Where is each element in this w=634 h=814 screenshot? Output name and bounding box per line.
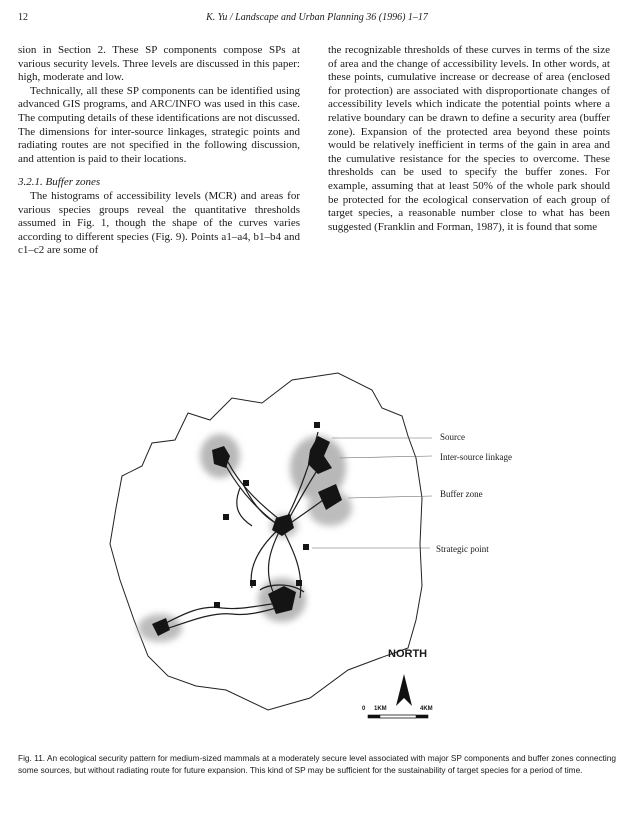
section-heading-buffer-zones: 3.2.1. Buffer zones xyxy=(18,176,101,189)
park-map xyxy=(0,358,634,738)
park-boundary xyxy=(110,373,422,710)
sources xyxy=(152,436,342,636)
page-number: 12 xyxy=(18,12,28,23)
figure-11 xyxy=(0,358,634,738)
legend-strategic-point: Strategic point xyxy=(436,544,489,554)
left-paragraph-3: The histograms of accessibility levels (MCR) and areas for various species groups reveal the quantitative thresholds assumed in Fig. 1, though the shape of the curves varies according to different species (Fig. 9). Points a1–a4, b1–b4 and c1–c2 are some of xyxy=(18,189,300,257)
legend-buffer-zone: Buffer zone xyxy=(440,489,483,499)
legend-source: Source xyxy=(440,432,465,442)
linkage-west-loop xyxy=(237,488,252,526)
strategic-point xyxy=(250,580,256,586)
page-header xyxy=(18,12,616,28)
figure-caption: Fig. 11. An ecological security pattern for medium-sized mammals at a moderately secure level associated with major SP components and buffer zones connecting some sources, but without radiating route for future expansion. This kind of SP may be sufficient for the sustainability of target species for a period of time. xyxy=(18,753,616,775)
scale-label-4km: 4KM xyxy=(420,706,433,712)
left-paragraph-1: sion in Section 2. These SP components compose SPs at various security levels. Three levels are discussed in this paper: high, moderate and low. xyxy=(18,44,300,84)
strategic-point xyxy=(243,480,249,486)
right-column xyxy=(328,44,610,234)
scale-label-zero: 0 xyxy=(362,706,366,712)
running-head: K. Yu / Landscape and Urban Planning 36 (1996) 1–17 xyxy=(206,12,428,23)
right-paragraph-1: the recognizable thresholds of these curves in terms of the size of area and the change of accessibility levels. In other words, at these points, cumulative increase or decrease of area (enclosed for protection) are associated with disproportionate changes of accessibility levels which indicate the potential points where a relative boundary can be drawn to define a security area (buffer zone). Expansion of the protected area beyond these points would be relatively inefficient in terms of the gain in area and the cumulative resistance for the species to overcome. These thresholds can be used to specify the buffer zones. For example, assuming that at least 50% of the whole park should be protected for the ecological conservation of each group of target species, a reasonable number close to what has been suggested (Franklin and Forman, 1987), it is found that some xyxy=(328,44,610,233)
strategic-point xyxy=(303,544,309,550)
strategic-point xyxy=(314,422,320,428)
strategic-point xyxy=(296,580,302,586)
scale-label-1km: 1KM xyxy=(374,706,387,712)
scale-bar xyxy=(368,715,428,718)
left-column xyxy=(18,44,300,258)
strategic-point xyxy=(223,514,229,520)
strategic-point xyxy=(284,602,290,608)
strategic-point xyxy=(214,602,220,608)
north-arrow-icon xyxy=(396,674,412,706)
legend-inter-source-linkage: Inter-source linkage xyxy=(440,452,513,462)
linkage-nw-center-a xyxy=(228,462,284,523)
north-label: NORTH xyxy=(388,648,428,660)
left-paragraph-2: Technically, all these SP components can be identified using advanced GIS programs, and ARC/INFO was used in this case. The computing details of these identifications are not discussed. The dimensions for inter-source linkages, strategic points and radiating routes are not specified in the following discussion, and attention is paid to their locations. xyxy=(18,84,300,165)
